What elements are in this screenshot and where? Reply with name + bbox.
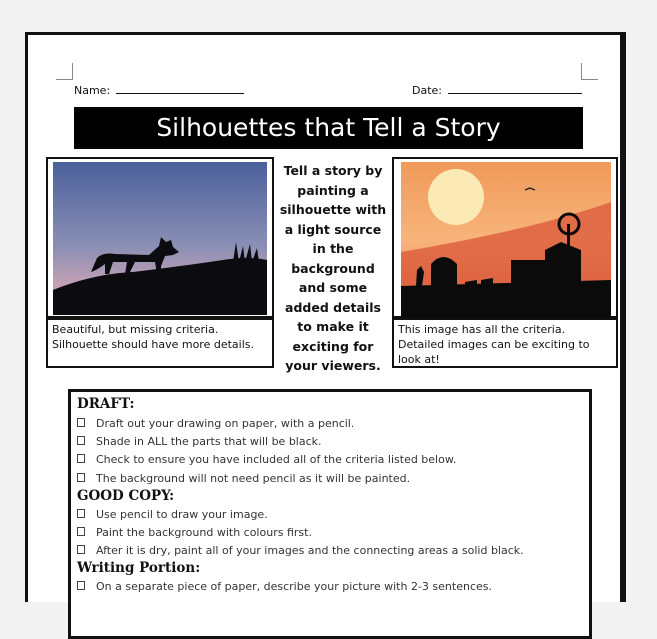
checkbox-icon[interactable] [77, 436, 85, 445]
checkbox-icon[interactable] [77, 454, 85, 463]
margin-corner-mark [581, 63, 598, 80]
example-image-farm [392, 157, 618, 318]
instruction-text: Tell a story by painting a silhouette with a light source in the background and some added details to make it exciting for your viewers. [279, 163, 387, 373]
checkbox-icon[interactable] [77, 545, 85, 554]
checkbox-icon[interactable] [77, 473, 85, 482]
name-line [116, 83, 244, 94]
checkbox-icon[interactable] [77, 418, 85, 427]
farm-silhouette-image [401, 162, 611, 318]
date-field[interactable] [412, 83, 582, 97]
checklist-item[interactable]: After it is dry, paint all of your images and the connecting areas a solid black. [77, 544, 524, 557]
draft-heading: DRAFT: [77, 396, 135, 412]
worksheet-page [25, 32, 626, 602]
instructions-panel [68, 389, 592, 639]
checklist-item[interactable]: On a separate piece of paper, describe your picture with 2-3 sentences. [77, 580, 492, 593]
good-copy-heading: GOOD COPY: [77, 488, 175, 504]
checkbox-icon[interactable] [77, 527, 85, 536]
left-caption: Beautiful, but missing criteria. Silhouette should have more details. [46, 318, 274, 368]
checklist-item[interactable]: Shade in ALL the parts that will be black. [77, 435, 322, 448]
wolf-silhouette-image [53, 162, 267, 315]
writing-heading: Writing Portion: [77, 560, 201, 576]
checklist-item[interactable]: Use pencil to draw your image. [77, 508, 268, 521]
page-title: Silhouettes that Tell a Story [74, 107, 583, 149]
name-field[interactable] [74, 83, 244, 97]
checklist-item[interactable]: Check to ensure you have included all of the criteria listed below. [77, 453, 456, 466]
checklist-item[interactable]: Paint the background with colours first. [77, 526, 312, 539]
checklist-item[interactable]: The background will not need pencil as it will be painted. [77, 472, 410, 485]
date-line [448, 83, 582, 94]
checklist-item[interactable]: Draft out your drawing on paper, with a pencil. [77, 417, 354, 430]
checkbox-icon[interactable] [77, 581, 85, 590]
checkbox-icon[interactable] [77, 509, 85, 518]
date-label: Date: [412, 84, 442, 97]
name-label: Name: [74, 84, 111, 97]
margin-corner-mark [56, 63, 73, 80]
example-image-wolf [46, 157, 274, 318]
right-caption: This image has all the criteria. Detailed images can be exciting to look at! [392, 318, 618, 368]
